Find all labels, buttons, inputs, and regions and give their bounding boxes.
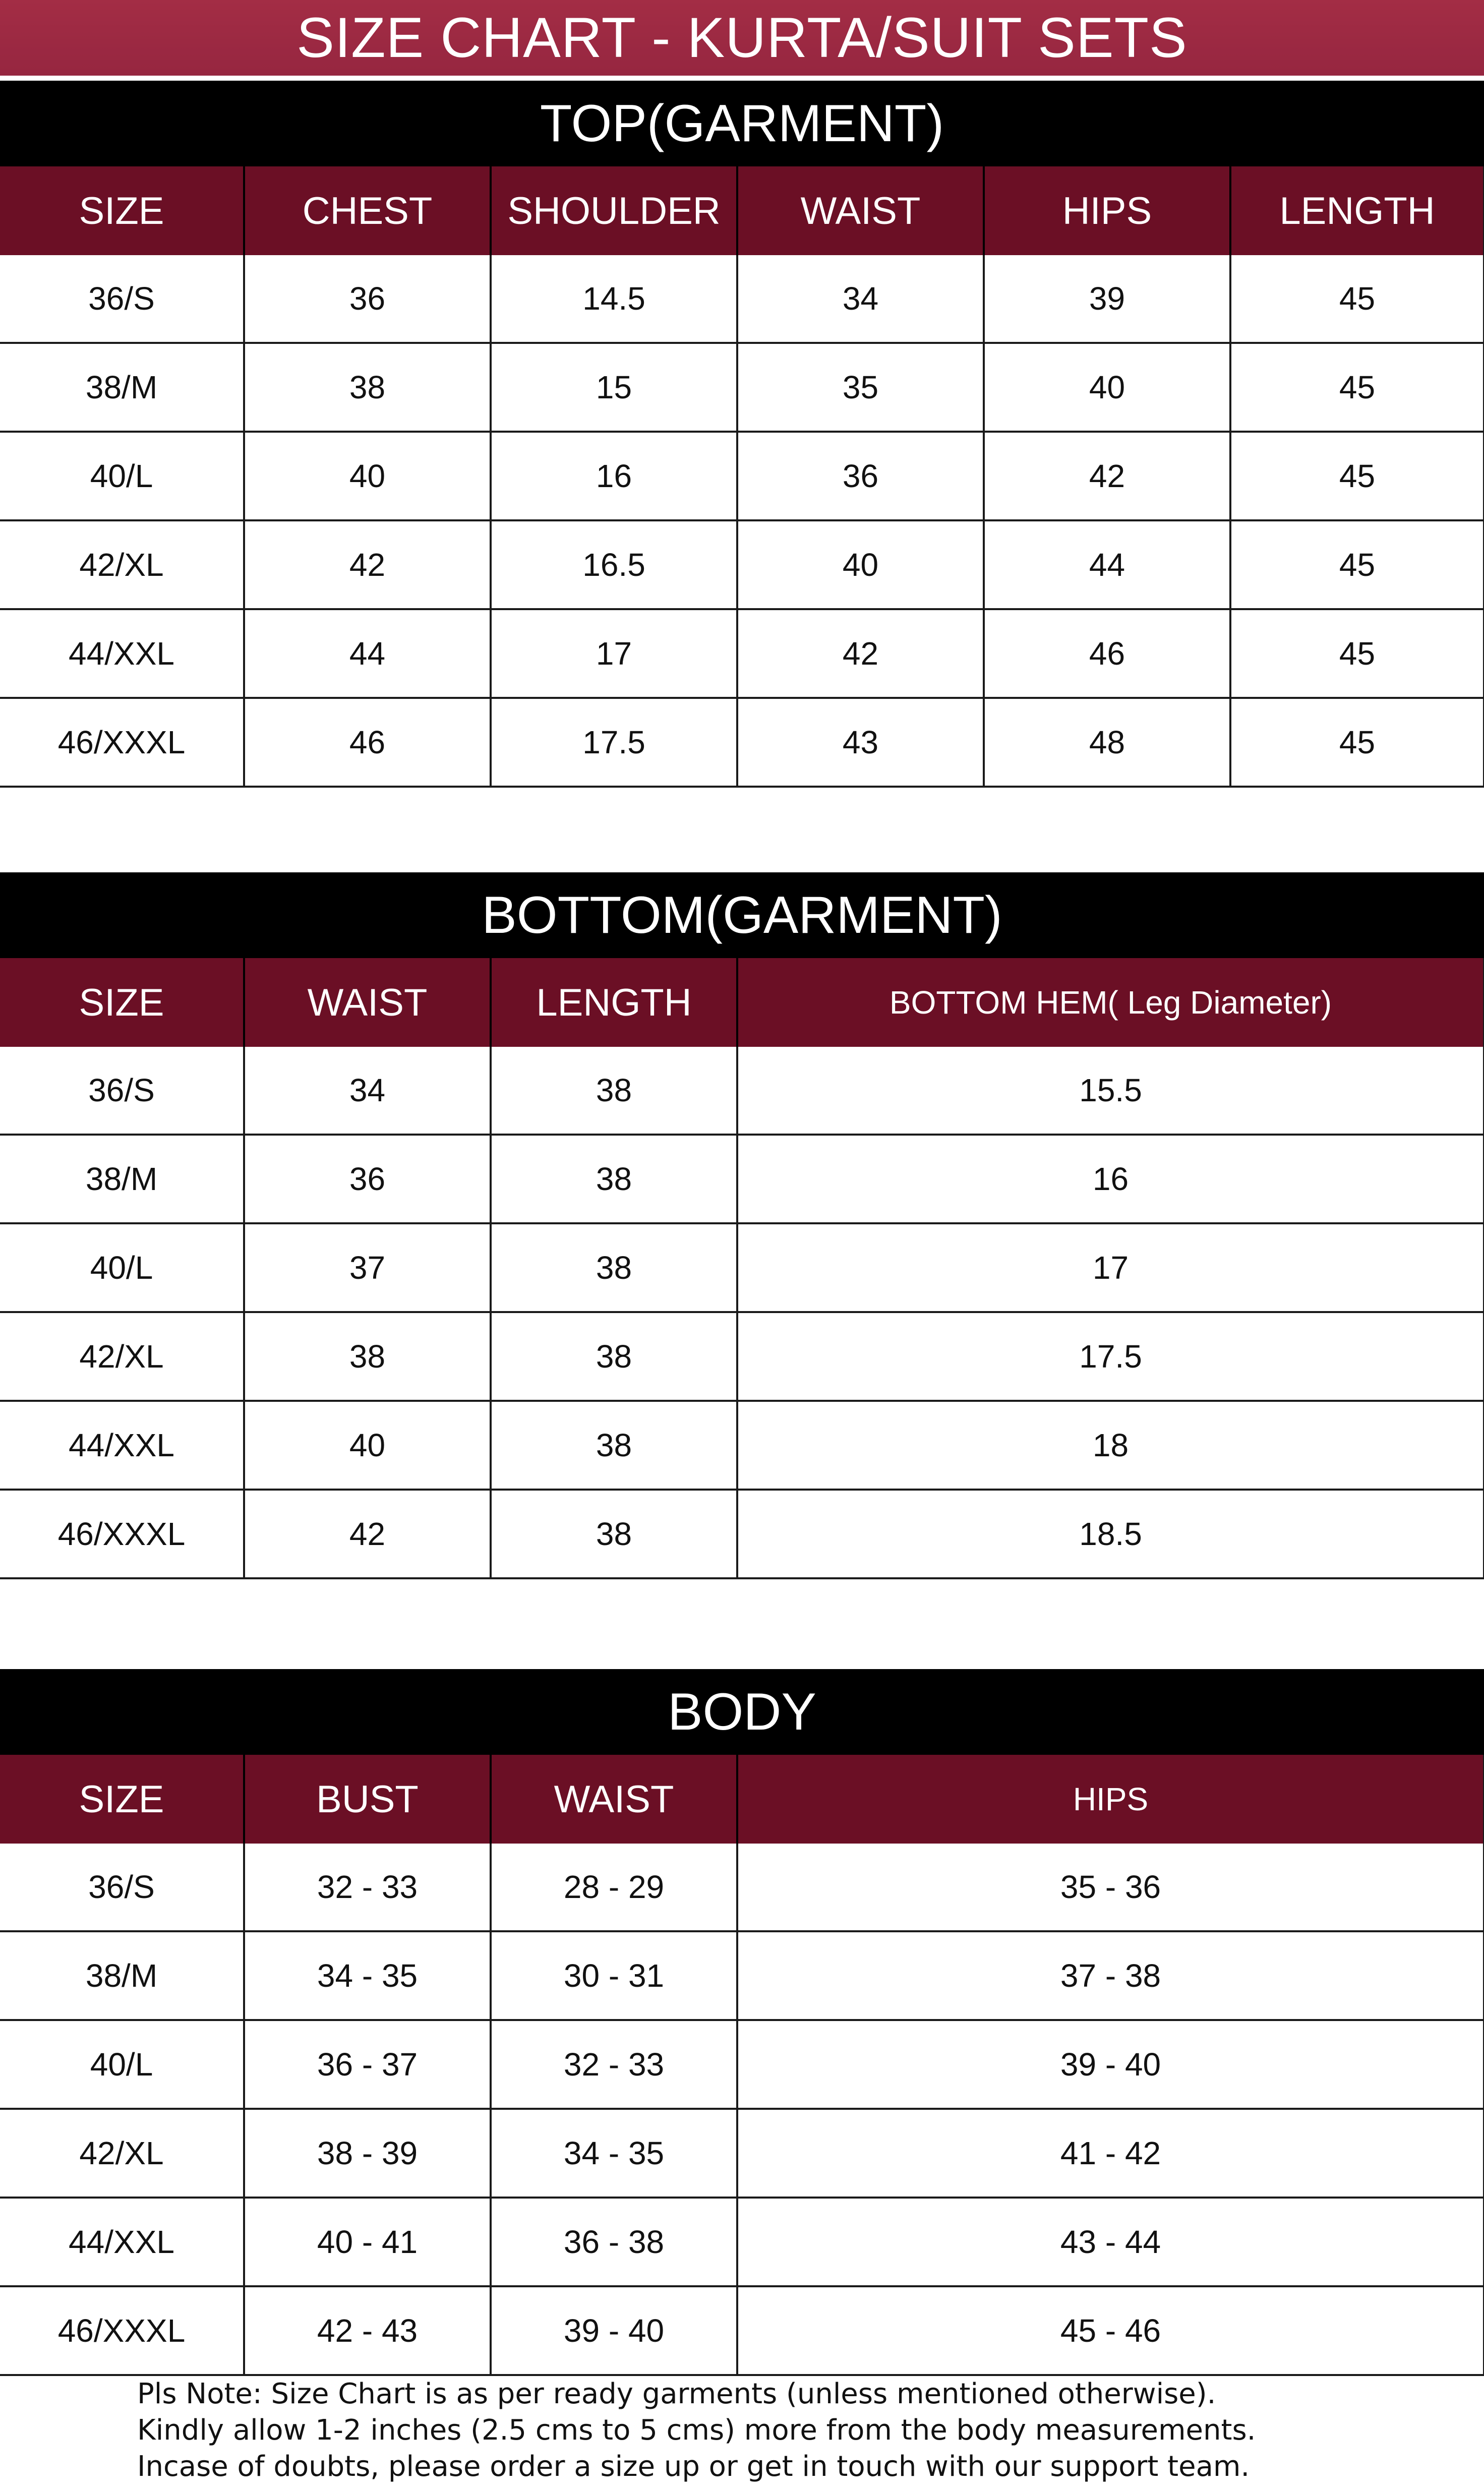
- table-cell: 17.5: [491, 698, 737, 787]
- table-cell: 45: [1230, 343, 1484, 432]
- table-cell: 42: [244, 1490, 491, 1578]
- table-row: [0, 609, 1484, 698]
- table-row: [0, 255, 1484, 343]
- table-cell: 43: [737, 698, 984, 787]
- column-header: SIZE: [0, 1755, 244, 1844]
- table-cell: 46/XXXL: [0, 1490, 244, 1578]
- table-cell: 14.5: [491, 255, 737, 343]
- table-cell: 45 - 46: [737, 2286, 1484, 2375]
- table-row: [0, 1490, 1484, 1578]
- column-header: WAIST: [737, 166, 984, 255]
- table-cell: 46/XXXL: [0, 2286, 244, 2375]
- table-cell: 38 - 39: [244, 2109, 491, 2198]
- table-cell: 42: [984, 432, 1230, 520]
- bottom-garment-heading: BOTTOM(GARMENT): [0, 872, 1484, 958]
- table-cell: 44/XXL: [0, 2198, 244, 2286]
- column-header: SHOULDER: [491, 166, 737, 255]
- body-measurements-section: [0, 1669, 1484, 2376]
- table-cell: 42: [244, 520, 491, 609]
- table-cell: 34: [244, 1047, 491, 1135]
- table-cell: 46: [244, 698, 491, 787]
- column-header: HIPS: [737, 1755, 1484, 1844]
- table-cell: 42/XL: [0, 1312, 244, 1401]
- table-row: [0, 2198, 1484, 2286]
- table-cell: 36 - 38: [491, 2198, 737, 2286]
- table-cell: 32 - 33: [244, 1844, 491, 1931]
- table-cell: 36: [737, 432, 984, 520]
- table-row: [0, 1223, 1484, 1312]
- table-cell: 42: [737, 609, 984, 698]
- table-cell: 16: [491, 432, 737, 520]
- table-cell: 40 - 41: [244, 2198, 491, 2286]
- table-row: [0, 1135, 1484, 1223]
- table-cell: 17.5: [737, 1312, 1484, 1401]
- note-line: Kindly allow 1-2 inches (2.5 cms to 5 cms) more from the body measurements.: [137, 2414, 1256, 2447]
- table-cell: 38: [491, 1312, 737, 1401]
- table-cell: 18: [737, 1401, 1484, 1490]
- table-row: [0, 2109, 1484, 2198]
- table-cell: 17: [737, 1223, 1484, 1312]
- column-header: SIZE: [0, 958, 244, 1047]
- table-cell: 32 - 33: [491, 2020, 737, 2109]
- table-cell: 38: [244, 343, 491, 432]
- table-cell: 41 - 42: [737, 2109, 1484, 2198]
- table-cell: 40/L: [0, 2020, 244, 2109]
- table-cell: 36: [244, 1135, 491, 1223]
- table-cell: 40/L: [0, 1223, 244, 1312]
- table-cell: 48: [984, 698, 1230, 787]
- table-cell: 45: [1230, 698, 1484, 787]
- table-cell: 44/XXL: [0, 609, 244, 698]
- table-cell: 15.5: [737, 1047, 1484, 1135]
- table-cell: 39 - 40: [491, 2286, 737, 2375]
- table-row: [0, 2020, 1484, 2109]
- table-cell: 34 - 35: [491, 2109, 737, 2198]
- table-header-row: [0, 1755, 1484, 1844]
- table-cell: 40: [244, 1401, 491, 1490]
- page-title: SIZE CHART - KURTA/SUIT SETS: [0, 0, 1484, 76]
- table-cell: 38: [244, 1312, 491, 1401]
- table-cell: 45: [1230, 609, 1484, 698]
- table-row: [0, 2286, 1484, 2375]
- table-row: [0, 1312, 1484, 1401]
- table-row: [0, 520, 1484, 609]
- table-cell: 34 - 35: [244, 1931, 491, 2020]
- table-cell: 40/L: [0, 432, 244, 520]
- table-cell: 38: [491, 1135, 737, 1223]
- table-cell: 38: [491, 1490, 737, 1578]
- column-header: HIPS: [984, 166, 1230, 255]
- note-line: Incase of doubts, please order a size up or get in touch with our support team.: [137, 2450, 1250, 2483]
- table-cell: 36 - 37: [244, 2020, 491, 2109]
- top-garment-heading: TOP(GARMENT): [0, 81, 1484, 166]
- table-cell: 16: [737, 1135, 1484, 1223]
- table-cell: 36/S: [0, 255, 244, 343]
- table-cell: 43 - 44: [737, 2198, 1484, 2286]
- table-row: [0, 1401, 1484, 1490]
- table-cell: 46/XXXL: [0, 698, 244, 787]
- column-header: WAIST: [244, 958, 491, 1047]
- sizing-note: [137, 2376, 1448, 2485]
- table-cell: 38: [491, 1047, 737, 1135]
- column-header: LENGTH: [1230, 166, 1484, 255]
- table-cell: 30 - 31: [491, 1931, 737, 2020]
- table-cell: 18.5: [737, 1490, 1484, 1578]
- table-cell: 38: [491, 1401, 737, 1490]
- table-cell: 15: [491, 343, 737, 432]
- table-row: [0, 1931, 1484, 2020]
- table-cell: 42 - 43: [244, 2286, 491, 2375]
- table-row: [0, 432, 1484, 520]
- table-cell: 37: [244, 1223, 491, 1312]
- table-cell: 45: [1230, 432, 1484, 520]
- table-cell: 16.5: [491, 520, 737, 609]
- table-cell: 45: [1230, 520, 1484, 609]
- table-cell: 17: [491, 609, 737, 698]
- bottom-garment-table: [0, 958, 1484, 1579]
- table-row: [0, 1844, 1484, 1931]
- table-cell: 44/XXL: [0, 1401, 244, 1490]
- table-cell: 46: [984, 609, 1230, 698]
- table-cell: 38/M: [0, 1931, 244, 2020]
- table-cell: 38/M: [0, 1135, 244, 1223]
- table-cell: 35: [737, 343, 984, 432]
- table-cell: 40: [737, 520, 984, 609]
- bottom-garment-section: [0, 872, 1484, 1579]
- table-cell: 40: [984, 343, 1230, 432]
- top-garment-table: [0, 166, 1484, 788]
- table-cell: 42/XL: [0, 2109, 244, 2198]
- table-cell: 39 - 40: [737, 2020, 1484, 2109]
- table-cell: 36/S: [0, 1844, 244, 1931]
- table-cell: 39: [984, 255, 1230, 343]
- column-header: LENGTH: [491, 958, 737, 1047]
- table-cell: 44: [244, 609, 491, 698]
- column-header: BOTTOM HEM( Leg Diameter): [737, 958, 1484, 1047]
- table-header-row: [0, 958, 1484, 1047]
- table-row: [0, 343, 1484, 432]
- column-header: CHEST: [244, 166, 491, 255]
- body-measurements-table: [0, 1755, 1484, 2376]
- table-cell: 40: [244, 432, 491, 520]
- table-cell: 45: [1230, 255, 1484, 343]
- table-row: [0, 698, 1484, 787]
- table-cell: 35 - 36: [737, 1844, 1484, 1931]
- column-header: SIZE: [0, 166, 244, 255]
- table-cell: 38/M: [0, 343, 244, 432]
- table-cell: 34: [737, 255, 984, 343]
- note-line: Pls Note: Size Chart is as per ready garments (unless mentioned otherwise).: [137, 2378, 1216, 2410]
- body-measurements-heading: BODY: [0, 1669, 1484, 1755]
- column-header: BUST: [244, 1755, 491, 1844]
- table-cell: 36/S: [0, 1047, 244, 1135]
- table-header-row: [0, 166, 1484, 255]
- table-cell: 37 - 38: [737, 1931, 1484, 2020]
- table-cell: 44: [984, 520, 1230, 609]
- column-header: WAIST: [491, 1755, 737, 1844]
- table-row: [0, 1047, 1484, 1135]
- table-cell: 36: [244, 255, 491, 343]
- table-cell: 28 - 29: [491, 1844, 737, 1931]
- table-cell: 38: [491, 1223, 737, 1312]
- table-cell: 42/XL: [0, 520, 244, 609]
- top-garment-section: [0, 81, 1484, 788]
